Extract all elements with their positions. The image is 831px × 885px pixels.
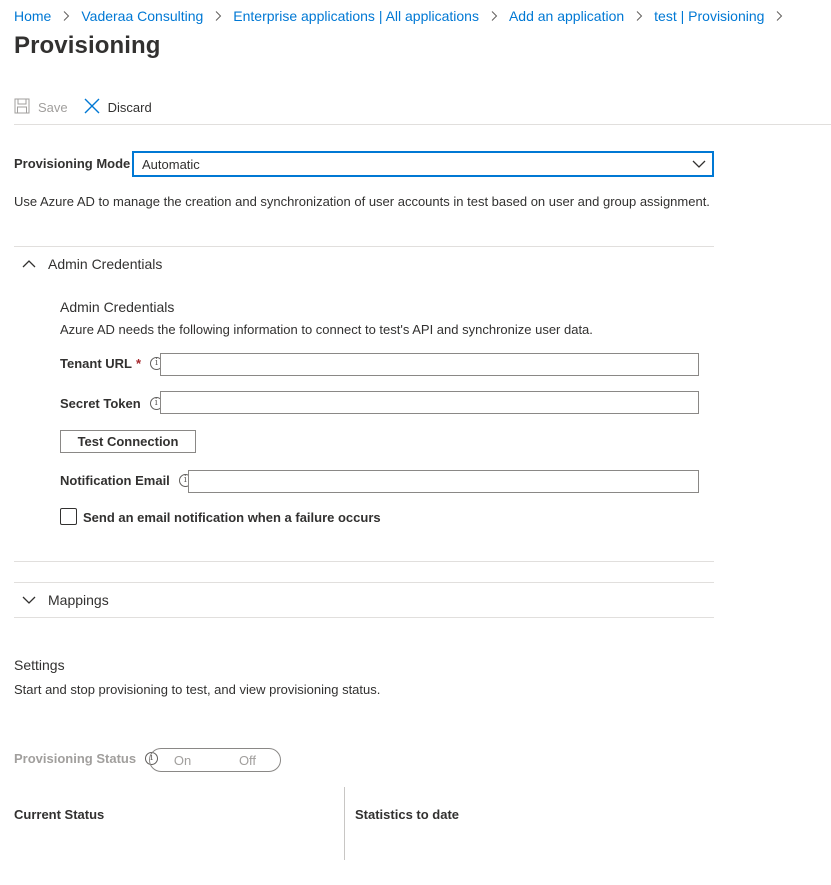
section-divider	[14, 246, 714, 247]
provisioning-status-toggle[interactable]	[149, 748, 281, 772]
secret-token-label: Secret Token	[60, 396, 141, 411]
info-icon[interactable]: i	[179, 474, 192, 487]
admin-credentials-section-label: Admin Credentials	[48, 256, 163, 272]
secret-token-label-group	[60, 396, 163, 411]
floppy-disk-icon	[14, 98, 30, 117]
tenant-url-input[interactable]	[160, 353, 699, 376]
chevron-right-icon	[212, 10, 224, 22]
section-divider	[14, 617, 714, 618]
chevron-right-icon	[488, 10, 500, 22]
provisioning-mode-dropdown[interactable]	[133, 152, 713, 176]
toggle-off-option[interactable]: Off	[238, 752, 257, 768]
provisioning-status-label-group	[14, 751, 158, 766]
mappings-section-label: Mappings	[48, 592, 109, 608]
notification-email-input[interactable]	[188, 470, 699, 493]
provisioning-status-label: Provisioning Status	[14, 751, 137, 766]
page-title: Provisioning	[14, 32, 161, 59]
statistics-heading: Statistics to date	[355, 807, 460, 822]
chevron-right-icon	[773, 10, 785, 22]
section-divider	[14, 582, 714, 583]
section-divider	[14, 561, 714, 562]
chevron-down-icon	[692, 157, 706, 172]
chevron-right-icon	[633, 10, 645, 22]
breadcrumb-home[interactable]: Home	[14, 8, 52, 24]
chevron-down-icon	[22, 593, 36, 608]
discard-label: Discard	[107, 99, 152, 115]
command-bar	[14, 94, 152, 120]
notification-email-label-group	[60, 473, 192, 488]
tenant-url-label-group	[60, 356, 163, 371]
settings-heading: Settings	[14, 657, 65, 673]
tenant-url-label: Tenant URL	[60, 356, 132, 371]
settings-description: Start and stop provisioning to test, and view provisioning status.	[14, 682, 381, 697]
breadcrumb	[14, 6, 794, 26]
provisioning-mode-value: Automatic	[142, 156, 200, 172]
failure-notification-checkbox[interactable]	[60, 508, 77, 525]
discard-button[interactable]	[84, 98, 152, 117]
mappings-section-header[interactable]	[22, 592, 109, 608]
info-icon[interactable]: i	[145, 752, 158, 765]
breadcrumb-add-application[interactable]: Add an application	[508, 8, 625, 24]
required-marker: *	[135, 356, 142, 371]
admin-credentials-description: Azure AD needs the following information to connect to test's API and synchronize user data.	[60, 322, 593, 337]
chevron-right-icon	[60, 10, 72, 22]
save-button[interactable]	[14, 98, 68, 117]
test-connection-button[interactable]: Test Connection	[60, 430, 196, 453]
secret-token-input[interactable]	[160, 391, 699, 414]
provisioning-mode-label: Provisioning Mode	[14, 156, 131, 171]
provisioning-mode-description: Use Azure AD to manage the creation and synchronization of user accounts in test based on user and group assignment.	[14, 194, 710, 209]
breadcrumb-test-provisioning[interactable]: test | Provisioning	[654, 8, 765, 24]
toggle-on-option[interactable]: On	[173, 752, 192, 768]
save-label: Save	[38, 99, 68, 115]
close-icon	[84, 98, 100, 117]
current-status-heading: Current Status	[14, 807, 105, 822]
chevron-up-icon	[22, 257, 36, 272]
notification-email-label: Notification Email	[60, 473, 170, 488]
status-divider	[344, 787, 345, 860]
failure-notification-label[interactable]: Send an email notification when a failure occurs	[83, 510, 381, 525]
breadcrumb-tenant[interactable]: Vaderaa Consulting	[81, 8, 204, 24]
info-icon[interactable]: i	[150, 397, 163, 410]
info-icon[interactable]: i	[150, 357, 163, 370]
toolbar-divider	[14, 124, 831, 125]
admin-credentials-heading: Admin Credentials	[60, 299, 175, 315]
admin-credentials-section-header[interactable]	[22, 256, 162, 272]
breadcrumb-enterprise-apps[interactable]: Enterprise applications | All applications	[233, 8, 479, 24]
